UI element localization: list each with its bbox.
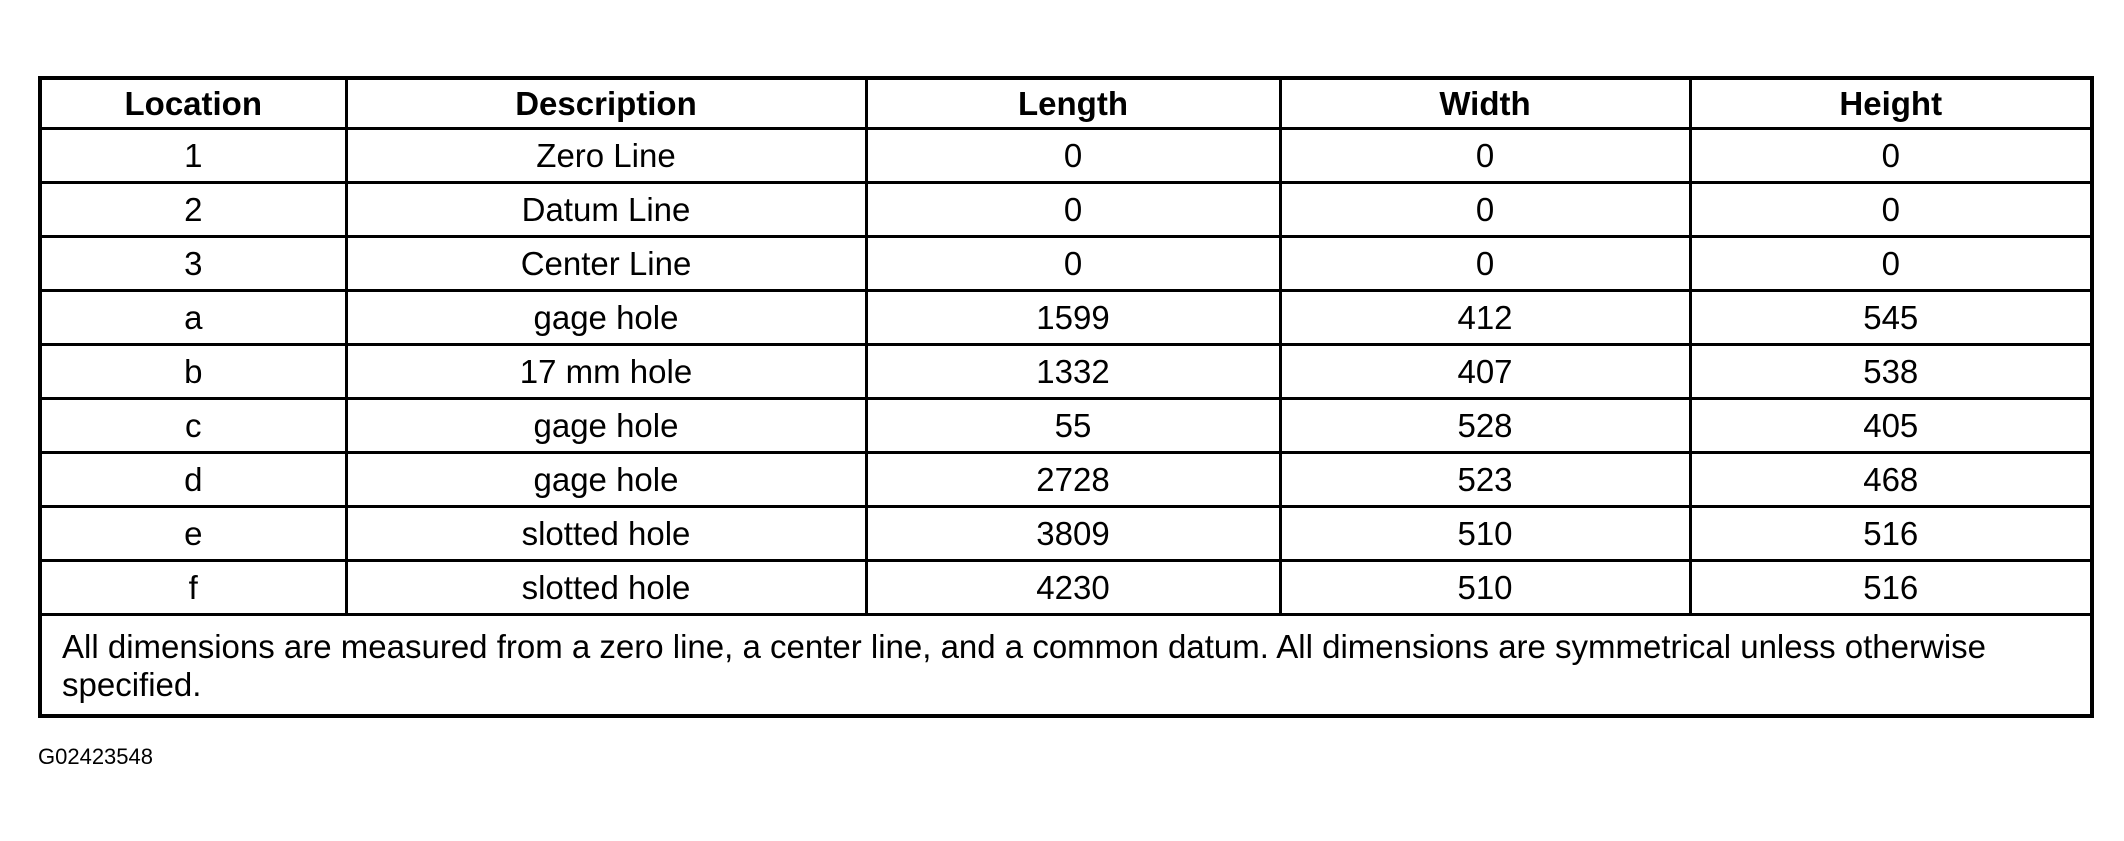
cell-height: 545 bbox=[1690, 291, 2092, 345]
cell-location: d bbox=[40, 453, 346, 507]
cell-length: 0 bbox=[866, 129, 1280, 183]
cell-height: 538 bbox=[1690, 345, 2092, 399]
figure-id: G02423548 bbox=[38, 744, 153, 769]
cell-location: c bbox=[40, 399, 346, 453]
cell-length: 55 bbox=[866, 399, 1280, 453]
cell-location: a bbox=[40, 291, 346, 345]
cell-width: 528 bbox=[1280, 399, 1690, 453]
table-row bbox=[40, 345, 2092, 399]
cell-width: 510 bbox=[1280, 561, 1690, 615]
cell-height: 468 bbox=[1690, 453, 2092, 507]
cell-description: 17 mm hole bbox=[346, 345, 866, 399]
column-header-location: Location bbox=[40, 78, 346, 129]
cell-length: 1332 bbox=[866, 345, 1280, 399]
cell-description: Datum Line bbox=[346, 183, 866, 237]
cell-location: b bbox=[40, 345, 346, 399]
cell-location: 3 bbox=[40, 237, 346, 291]
table-row bbox=[40, 129, 2092, 183]
cell-width: 412 bbox=[1280, 291, 1690, 345]
cell-height: 0 bbox=[1690, 183, 2092, 237]
cell-description: gage hole bbox=[346, 453, 866, 507]
cell-location: 2 bbox=[40, 183, 346, 237]
cell-description: Center Line bbox=[346, 237, 866, 291]
table-note-row bbox=[40, 615, 2092, 717]
cell-location: f bbox=[40, 561, 346, 615]
cell-height: 516 bbox=[1690, 561, 2092, 615]
table-row bbox=[40, 561, 2092, 615]
column-header-length: Length bbox=[866, 78, 1280, 129]
cell-width: 510 bbox=[1280, 507, 1690, 561]
table-row bbox=[40, 237, 2092, 291]
cell-length: 1599 bbox=[866, 291, 1280, 345]
table-row bbox=[40, 399, 2092, 453]
cell-length: 2728 bbox=[866, 453, 1280, 507]
cell-length: 0 bbox=[866, 237, 1280, 291]
cell-width: 0 bbox=[1280, 129, 1690, 183]
cell-description: gage hole bbox=[346, 399, 866, 453]
table-row bbox=[40, 183, 2092, 237]
column-header-height: Height bbox=[1690, 78, 2092, 129]
dimension-table-container bbox=[38, 76, 2090, 718]
cell-description: gage hole bbox=[346, 291, 866, 345]
cell-width: 0 bbox=[1280, 183, 1690, 237]
cell-location: 1 bbox=[40, 129, 346, 183]
cell-height: 405 bbox=[1690, 399, 2092, 453]
cell-location: e bbox=[40, 507, 346, 561]
cell-length: 0 bbox=[866, 183, 1280, 237]
cell-description: Zero Line bbox=[346, 129, 866, 183]
table-row bbox=[40, 291, 2092, 345]
cell-height: 516 bbox=[1690, 507, 2092, 561]
column-header-width: Width bbox=[1280, 78, 1690, 129]
cell-description: slotted hole bbox=[346, 507, 866, 561]
cell-length: 4230 bbox=[866, 561, 1280, 615]
cell-height: 0 bbox=[1690, 237, 2092, 291]
table-row bbox=[40, 507, 2092, 561]
table-row bbox=[40, 453, 2092, 507]
table-header-row bbox=[40, 78, 2092, 129]
cell-width: 0 bbox=[1280, 237, 1690, 291]
cell-description: slotted hole bbox=[346, 561, 866, 615]
cell-length: 3809 bbox=[866, 507, 1280, 561]
cell-width: 407 bbox=[1280, 345, 1690, 399]
table-note: All dimensions are measured from a zero line, a center line, and a common datum. All dimensions are symmetrical unless otherwise specified. bbox=[40, 615, 2092, 717]
cell-width: 523 bbox=[1280, 453, 1690, 507]
column-header-description: Description bbox=[346, 78, 866, 129]
dimension-table bbox=[38, 76, 2094, 718]
cell-height: 0 bbox=[1690, 129, 2092, 183]
